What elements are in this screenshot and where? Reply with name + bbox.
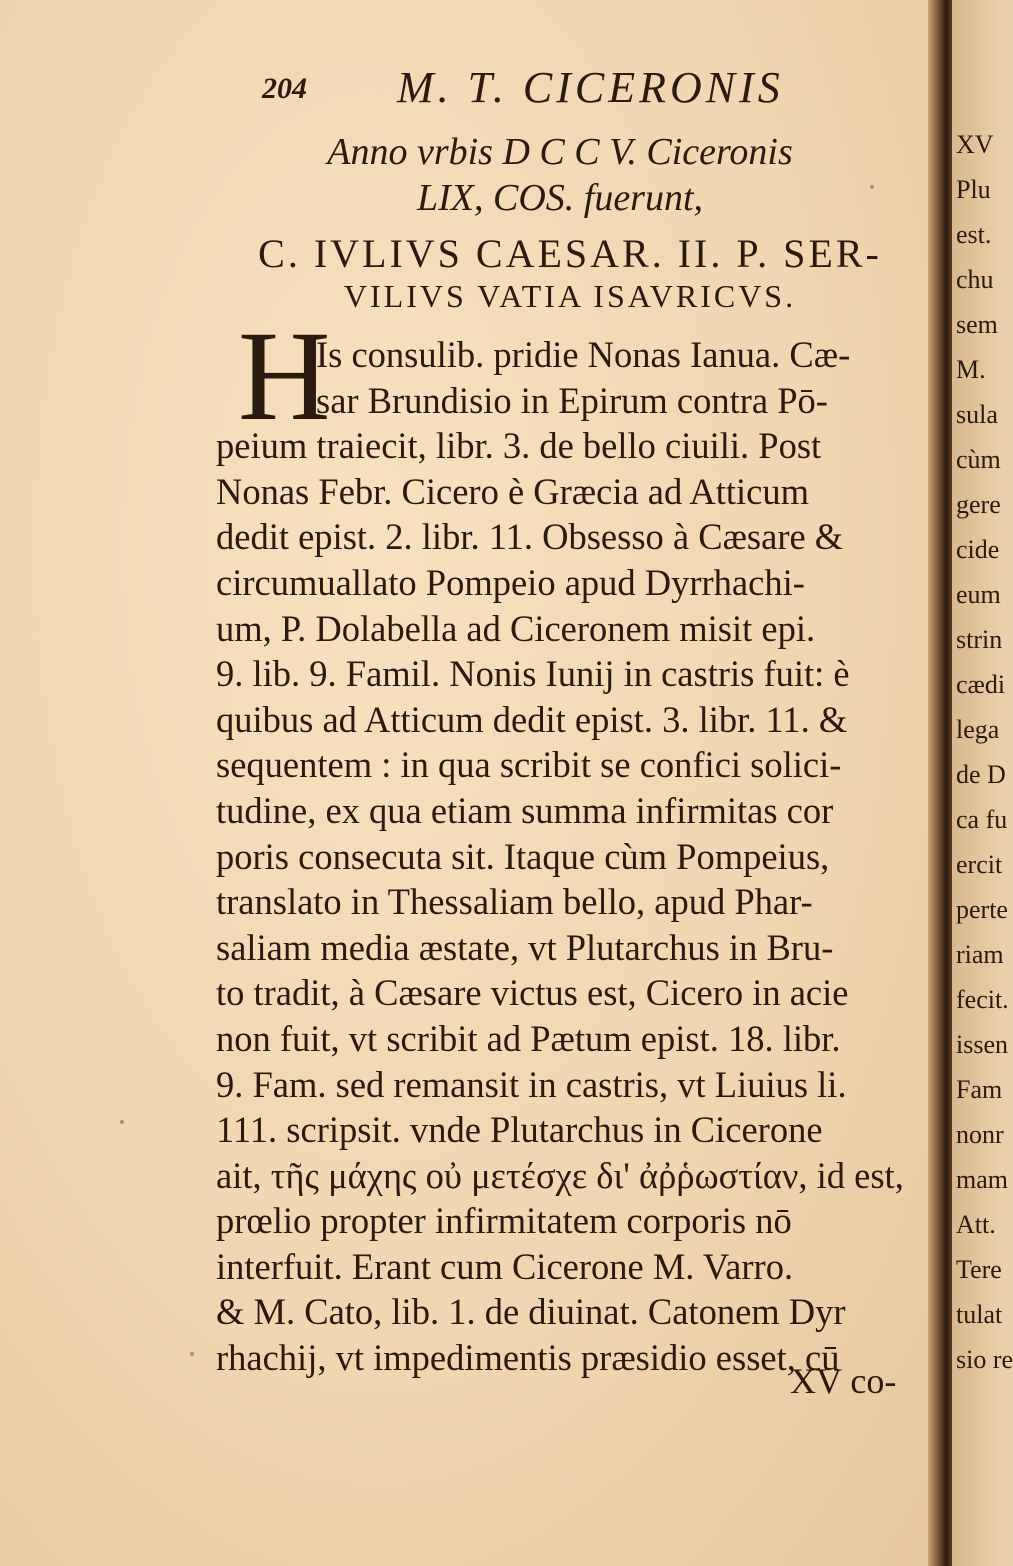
body-line: translato in Thessaliam bello, apud Phar- (216, 881, 813, 923)
facing-page-fragment: ca fu (956, 805, 1008, 834)
body-line: 9. Fam. sed remansit in castris, vt Liuius li. (216, 1063, 847, 1105)
body-line: sar Brundisio in Epirum contra Pō- (316, 379, 828, 421)
facing-page-fragment: M. (956, 355, 986, 384)
facing-page-fragment: fecit. (956, 985, 1009, 1014)
facing-page-fragment: XV (956, 130, 994, 159)
catchword: XV co- (790, 1361, 897, 1401)
facing-page-fragment: Tere (956, 1255, 1002, 1284)
body-line: um, P. Dolabella ad Ciceronem misit epi. (216, 607, 816, 649)
facing-page-fragment: sem (956, 310, 998, 339)
body-line: quibus ad Atticum dedit epist. 3. libr. 11. & (216, 698, 848, 740)
body-line: interfuit. Erant cum Cicerone M. Varro. (216, 1245, 794, 1287)
facing-page-fragment: Fam (956, 1075, 1003, 1104)
facing-page-fragment: Plu (956, 175, 991, 204)
body-line: saliam media æstate, vt Plutarchus in Bru- (216, 926, 834, 968)
facing-page-edge (952, 0, 1013, 1566)
body-line: to tradit, à Cæsare victus est, Cicero in acie (216, 972, 849, 1014)
body-line: ait, τῆς μάχης οὐ μετέσχε δι' ἀῤῥωστίαν, id est, (216, 1154, 904, 1196)
ink-speck (120, 1120, 124, 1124)
body-line: Nonas Febr. Cicero è Græcia ad Atticum (216, 470, 809, 512)
page-number: 204 (262, 72, 307, 105)
facing-page-fragment: riam (956, 940, 1004, 969)
body-line: Is consulib. pridie Nonas Ianua. Cæ- (316, 334, 851, 375)
body-text (216, 332, 926, 1381)
body-line: prœlio propter infirmitatem corporis nō (216, 1200, 792, 1242)
consuls-line-2: VILIVS VATIA ISAVRICVS. (343, 278, 797, 314)
body-line: poris consecuta sit. Itaque cùm Pompeius, (216, 835, 830, 877)
facing-page-fragment: cùm (956, 445, 1001, 474)
facing-page-fragment: chu (956, 265, 994, 294)
facing-page-fragment: mam (956, 1165, 1008, 1194)
running-head (262, 62, 882, 118)
body-line: 9. lib. 9. Famil. Nonis Iunij in castris fuit: è (216, 653, 850, 695)
facing-page-fragment: lega (956, 715, 1000, 744)
facing-page-fragment: de D (956, 760, 1006, 789)
facing-page-fragment: tulat (956, 1300, 1003, 1329)
year-heading-line-1: Anno vrbis D C C V. Ciceronis (327, 131, 793, 173)
ink-speck (190, 1352, 194, 1356)
facing-page-fragment: sula (956, 400, 998, 429)
body-line: & M. Cato, lib. 1. de diuinat. Catonem Dyr (216, 1291, 846, 1333)
body-line: non fuit, vt scribit ad Pætum epist. 18. libr. (216, 1017, 841, 1059)
facing-page-fragment: Att. (956, 1210, 996, 1239)
facing-page-fragment: cædi (956, 670, 1006, 699)
body-line: sequentem : in qua scribit se confici solici- (216, 744, 842, 786)
consuls-line-1: C. IVLIVS CAESAR. II. P. SER- (258, 231, 882, 276)
facing-page-fragment: ercit (956, 850, 1003, 879)
facing-page-fragment: est. (956, 220, 992, 249)
facing-page-fragment: strin (956, 625, 1003, 654)
body-line: dedit epist. 2. libr. 11. Obsesso à Cæsare & (216, 516, 844, 558)
facing-page-fragment: gere (956, 490, 1001, 519)
drop-capital: H (238, 305, 331, 447)
running-title: M. T. CICERONIS (397, 63, 784, 112)
body-line: 111. scripsit. vnde Plutarchus in Cicerone (216, 1109, 823, 1151)
body-line: peium traiecit, libr. 3. de bello ciuili. Post (216, 425, 822, 467)
facing-page-fragment: issen (956, 1030, 1008, 1059)
facing-page-fragment: cide (956, 535, 1000, 564)
year-heading-line-2: LIX, COS. fuerunt, (416, 177, 704, 219)
facing-page-fragment: nonr (956, 1120, 1004, 1149)
facing-page-fragment: eum (956, 580, 1001, 609)
body-line: tudine, ex qua etiam summa infirmitas cor (216, 789, 834, 831)
body-line: rhachij, vt impedimentis præsidio esset, cū (216, 1337, 840, 1379)
ink-speck (870, 185, 874, 189)
facing-page-fragment: sio re (956, 1345, 1013, 1374)
body-line: circumuallato Pompeio apud Dyrrhachi- (216, 561, 805, 603)
facing-page-fragment: perte (956, 895, 1008, 924)
